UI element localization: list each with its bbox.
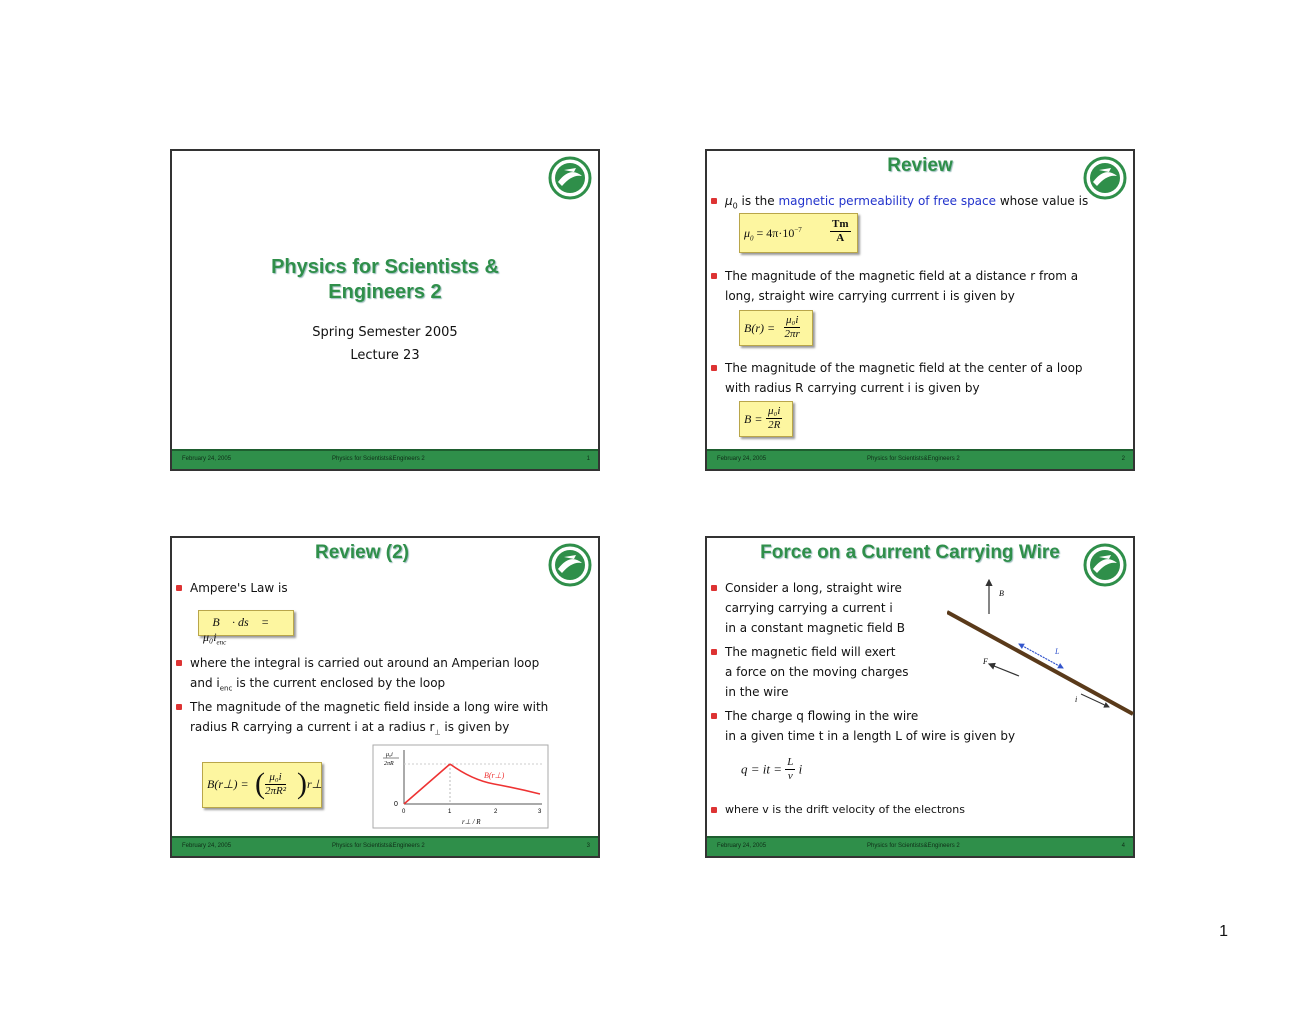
paren-right: ) (297, 767, 307, 800)
x-tick-0: 0 (402, 809, 406, 815)
x-axis-label: r⊥ / R (462, 818, 481, 826)
slide-footer (707, 449, 1133, 469)
equation-box (198, 610, 294, 647)
paren-left: ( (255, 767, 265, 800)
footer-date: February 24, 2005 (717, 456, 767, 462)
university-logo-icon (548, 543, 592, 587)
text-sub: enc (219, 684, 233, 693)
eq-text: = 4π·10 (753, 226, 795, 240)
eq-sub: enc (216, 638, 227, 647)
mu-subscript: 0 (732, 201, 738, 211)
eq-text: B = (744, 412, 763, 426)
bullet-icon (711, 198, 717, 204)
graph-frame (373, 745, 548, 828)
curve-label: B(r⊥) (484, 771, 505, 780)
wire (947, 612, 1133, 714)
footer-course: Physics for Scientists&Engineers 2 (867, 456, 960, 462)
equation-box (739, 401, 793, 437)
footer-course: Physics for Scientists&Engineers 2 (332, 843, 425, 849)
charge-equation (741, 756, 802, 783)
text-line: in a constant magnetic field B (725, 621, 905, 635)
bullet-icon (711, 713, 717, 719)
slide-title: Review (887, 155, 953, 176)
slide-footer (172, 836, 598, 856)
eq-text: μ (744, 226, 751, 240)
footer-course: Physics for Scientists&Engineers 2 (332, 456, 425, 462)
bullet-icon (176, 585, 182, 591)
bullet-icon (711, 807, 717, 813)
text-line: carrying carrying a current i (725, 601, 893, 615)
text-span: whose value is (996, 194, 1089, 208)
eq-denominator: v (787, 770, 793, 782)
eq-denominator: A (836, 232, 845, 244)
bullet-text: Ampere's Law is (190, 581, 288, 595)
bullet-text (725, 358, 1083, 398)
slide-1 (170, 149, 600, 471)
eq-text: q = it = (741, 761, 783, 777)
eq-numerator: μ₀i (265, 771, 286, 785)
bullet-text (190, 697, 548, 742)
y-tick-0: 0 (394, 801, 398, 808)
eq-denominator: 2πR² (265, 785, 287, 797)
current-label: i (1075, 695, 1078, 704)
field-profile-graph (372, 744, 550, 830)
text-line: The magnetic field will exert (725, 645, 896, 659)
bullet-icon (176, 660, 182, 666)
footer-slide-number: 3 (586, 843, 590, 849)
force-arrow (989, 664, 1019, 676)
page-number: 1 (1219, 923, 1228, 940)
eq-text: B(r⊥) = (207, 777, 249, 791)
text-line: where the integral is carried out around an Amperian loop (190, 656, 540, 670)
footer-course: Physics for Scientists&Engineers 2 (867, 843, 960, 849)
x-tick-3: 3 (538, 809, 542, 815)
bullet-icon (711, 585, 717, 591)
text-line: Consider a long, straight wire (725, 581, 902, 595)
university-logo-icon (548, 156, 592, 200)
length-label: L (1055, 647, 1060, 656)
text-line: a force on the moving charges (725, 665, 909, 679)
text-span: and i (190, 676, 220, 690)
bullet-icon (711, 365, 717, 371)
equation-box (739, 310, 813, 346)
eq-text: r⊥ (307, 777, 323, 791)
footer-slide-number: 1 (586, 456, 590, 462)
text-line: The magnitude of the magnetic field inside a long wire with (190, 700, 549, 714)
text-line: with radius R carrying current i is given by (725, 381, 980, 395)
footer-date: February 24, 2005 (182, 456, 232, 462)
bullet-icon (711, 649, 717, 655)
eq-denominator: 2R (768, 419, 781, 431)
eq-text: i (798, 761, 803, 777)
bullet-text (190, 653, 539, 698)
text-line: The magnitude of the magnetic field at the center of a loop (725, 361, 1083, 375)
slide-title: Force on a Current Carrying Wire (760, 542, 1060, 563)
slide-2 (705, 149, 1135, 471)
wire-force-figure (947, 574, 1137, 720)
footer-slide-number: 2 (1121, 456, 1125, 462)
eq-numerator: μ₀i (768, 405, 781, 417)
text-span: is the current enclosed by the loop (232, 676, 446, 690)
slide-footer (707, 836, 1133, 856)
eq-exponent: −7 (794, 226, 802, 234)
lecture-text: Lecture 23 (350, 348, 420, 363)
force-label: F (983, 657, 988, 666)
mu-symbol: μ (725, 194, 733, 208)
bullet-icon (176, 704, 182, 710)
text-span: radius R carrying a current i at a radius r (190, 720, 435, 734)
y-label-denominator: 2πR (384, 761, 394, 767)
text-line: in the wire (725, 685, 789, 699)
text-line: The charge q flowing in the wire (725, 709, 919, 723)
eq-numerator: L (787, 756, 794, 768)
footer-date: February 24, 2005 (182, 843, 232, 849)
slide-title: Review (2) (315, 542, 409, 563)
bullet-text (725, 578, 905, 638)
bullet-text (725, 642, 909, 702)
footer-slide-number: 4 (1121, 843, 1125, 849)
x-tick-1: 1 (448, 809, 452, 815)
slide-3 (170, 536, 600, 858)
slide-title (172, 255, 598, 305)
semester-text: Spring Semester 2005 (312, 325, 458, 340)
highlight-text: magnetic permeability of free space (778, 194, 997, 208)
slide-footer (172, 449, 598, 469)
text-sub: ⊥ (434, 728, 441, 737)
text-line: long, straight wire carrying currrent i is given by (725, 289, 1015, 303)
b-field-label: B (999, 589, 1004, 598)
text-span: is the (737, 194, 779, 208)
text-span: is given by (440, 720, 510, 734)
eq-text: ∮B⃗ · ds⃗ = μ₀i (203, 615, 270, 644)
eq-numerator: Tm (832, 218, 849, 230)
text-line: in a given time t in a length L of wire is given by (725, 729, 1016, 743)
bullet-text: where v is the drift velocity of the electrons (725, 803, 965, 816)
eq-numerator: μ₀i (786, 314, 799, 326)
equation-box (739, 213, 858, 253)
equation-box (202, 762, 322, 808)
text-line: The magnitude of the magnetic field at a distance r from a (725, 269, 1079, 283)
eq-denominator: 2πr (784, 328, 800, 340)
title-line-1: Physics for Scientists & (271, 256, 499, 278)
bullet-icon (711, 273, 717, 279)
bullet-text (725, 266, 1078, 306)
eq-sub: 0 (750, 234, 754, 243)
slide-4 (705, 536, 1135, 858)
y-label-numerator: μ₀i (386, 752, 393, 758)
title-line-2: Engineers 2 (328, 281, 442, 303)
x-tick-2: 2 (494, 809, 498, 815)
footer-date: February 24, 2005 (717, 843, 767, 849)
eq-text: B(r) = (744, 321, 776, 335)
